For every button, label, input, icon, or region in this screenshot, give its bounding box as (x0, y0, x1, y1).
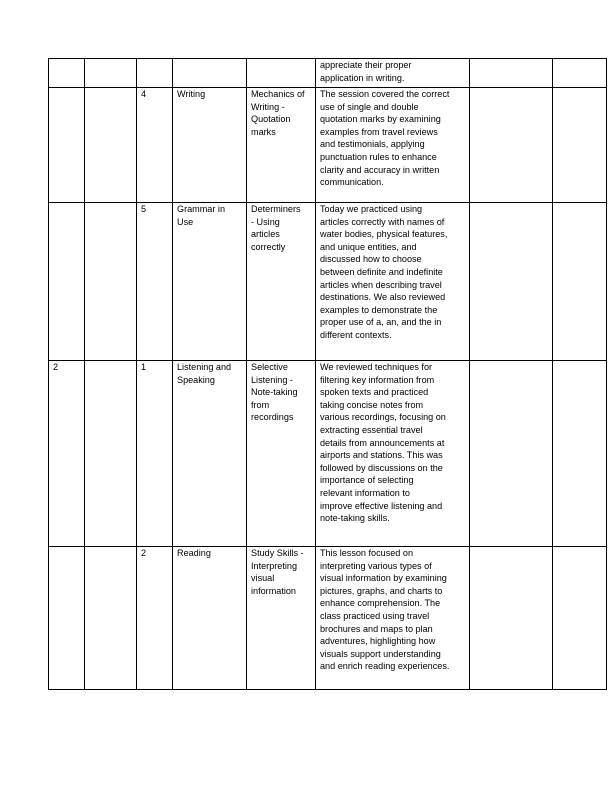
table-row (49, 361, 607, 547)
remarks-cell (470, 88, 553, 203)
signature-cell (553, 59, 607, 88)
strand-cell: Listening and Speaking (173, 361, 247, 547)
remarks-cell (470, 203, 553, 361)
activity-cell: appreciate their proper application in writing. (316, 59, 470, 88)
remarks-cell (470, 547, 553, 690)
remarks-cell (470, 361, 553, 547)
table-row (49, 547, 607, 690)
week-cell (49, 59, 85, 88)
activity-cell: We reviewed techniques for filtering key information from spoken texts and practiced taking concise notes from various recordings, focusing on extracting essential travel details from announcements at airports and stations. This was followed by discussions on the importance of selecting relevant information to improve effective listening and note-taking skills. (316, 361, 470, 547)
empty-cell (85, 203, 137, 361)
empty-cell (85, 59, 137, 88)
lesson-cell: 5 (137, 203, 173, 361)
sub-strand-cell: Mechanics of Writing - Quotation marks (247, 88, 316, 203)
empty-cell (85, 88, 137, 203)
strand-cell: Writing (173, 88, 247, 203)
table-row (49, 59, 607, 88)
remarks-cell (470, 59, 553, 88)
week-cell: 2 (49, 361, 85, 547)
week-cell (49, 547, 85, 690)
activity-cell: This lesson focused on interpreting various types of visual information by examining pictures, graphs, and charts to enhance comprehension. The class practiced using travel brochures and maps to plan adventures, highlighting how visuals support understanding and enrich reading experiences. (316, 547, 470, 690)
signature-cell (553, 88, 607, 203)
empty-cell (85, 547, 137, 690)
activity-cell: The session covered the correct use of single and double quotation marks by examining examples from travel reviews and testimonials, applying punctuation rules to enhance clarity and accuracy in written communication. (316, 88, 470, 203)
signature-cell (553, 203, 607, 361)
strand-cell: Grammar in Use (173, 203, 247, 361)
lesson-cell (137, 59, 173, 88)
empty-cell (85, 361, 137, 547)
signature-cell (553, 361, 607, 547)
lesson-cell: 2 (137, 547, 173, 690)
sub-strand-cell: Selective Listening - Note-taking from recordings (247, 361, 316, 547)
table-row (49, 88, 607, 203)
table-row (49, 203, 607, 361)
activity-cell: Today we practiced using articles correctly with names of water bodies, physical features, and unique entities, and discussed how to choose between definite and indefinite articles when describing travel destinations. We also reviewed examples to demonstrate the proper use of a, an, and the in different contexts. (316, 203, 470, 361)
week-cell (49, 203, 85, 361)
sub-strand-cell: Determiners - Using articles correctly (247, 203, 316, 361)
lesson-record-table (48, 58, 607, 690)
strand-cell (173, 59, 247, 88)
signature-cell (553, 547, 607, 690)
lesson-cell: 1 (137, 361, 173, 547)
strand-cell: Reading (173, 547, 247, 690)
lesson-cell: 4 (137, 88, 173, 203)
sub-strand-cell (247, 59, 316, 88)
week-cell (49, 88, 85, 203)
sub-strand-cell: Study Skills - Interpreting visual information (247, 547, 316, 690)
